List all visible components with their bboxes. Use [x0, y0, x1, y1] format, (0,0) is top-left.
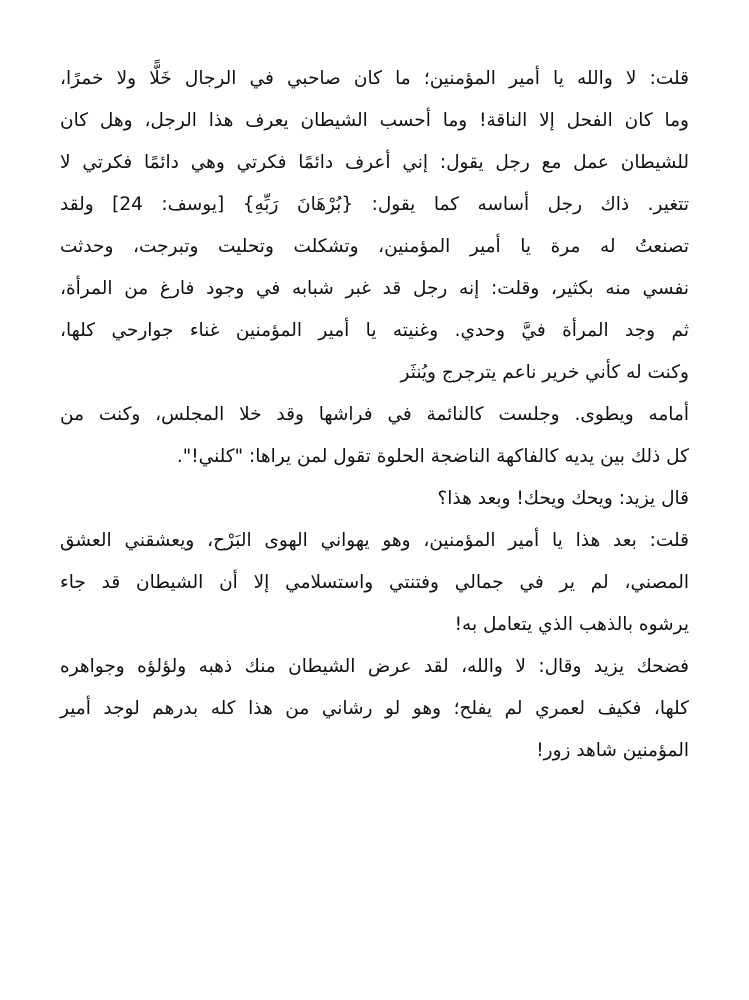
- text-line: كلها، فكيف لعمري لم يفلح؛ وهو لو رشاني من هذا كله بدرهم لوجد أمير: [60, 698, 689, 719]
- text-line: قلت: بعد هذا يا أمير المؤمنين، وهو يهواني الهوى البَرْح، ويعشقني العشق: [60, 530, 689, 551]
- text-line: كل ذلك بين يديه كالفاكهة الناضجة الحلوة تقول لمن يراها: "كلني!".: [176, 446, 689, 467]
- text-line: تصنعتُ له مرة يا أمير المؤمنين، وتشكلت وتحليت وتبرجت، وحدثت: [60, 236, 689, 257]
- text-line: المؤمنين شاهد زور!: [536, 740, 689, 761]
- text-line: قلت: لا والله يا أمير المؤمنين؛ ما كان صاحبي في الرجال خَلًّا ولا خمرًا،: [60, 68, 689, 89]
- text-line: يرشوه بالذهب الذي يتعامل به!: [454, 614, 689, 635]
- text-line: تتغير. ذاك رجل أساسه كما يقول: {بُرْهَانَ رَبِّهِ} [يوسف: 24] ولقد: [60, 194, 689, 215]
- text-line: للشيطان عمل مع رجل يقول: إني أعرف دائمًا فكرتي وهي دائمًا فكرتي لا: [60, 152, 689, 173]
- text-line: وكنت له كأني خرير ناعم يترجرج ويُنثَر: [400, 362, 689, 383]
- text-line: المصني، لم ير في جمالي وفتنتي واستسلامي إلا أن الشيطان قد جاء: [60, 572, 689, 593]
- text-line: فضحك يزيد وقال: لا والله، لقد عرض الشيطان منك ذهبه ولؤلؤه وجواهره: [60, 656, 689, 677]
- text-line: قال يزيد: ويحك ويحك! وبعد هذا؟: [437, 488, 689, 509]
- text-line: أمامه ويطوى. وجلست كالنائمة في فراشها وقد خلا المجلس، وكنت من: [60, 404, 689, 425]
- text-line: ثم وجد المرأة فيَّ وحدي. وغنيته يا أمير المؤمنين غناء جوارحي كلها،: [60, 320, 689, 341]
- body-text: [60, 58, 689, 772]
- text-line: وما كان الفحل إلا الناقة! وما أحسب الشيطان يعرف هذا الرجل، وهل كان: [60, 110, 689, 131]
- text-line: نفسي منه بكثير، وقلت: إنه رجل قد غبر شبابه في وجود فارغ من المرأة،: [60, 278, 689, 299]
